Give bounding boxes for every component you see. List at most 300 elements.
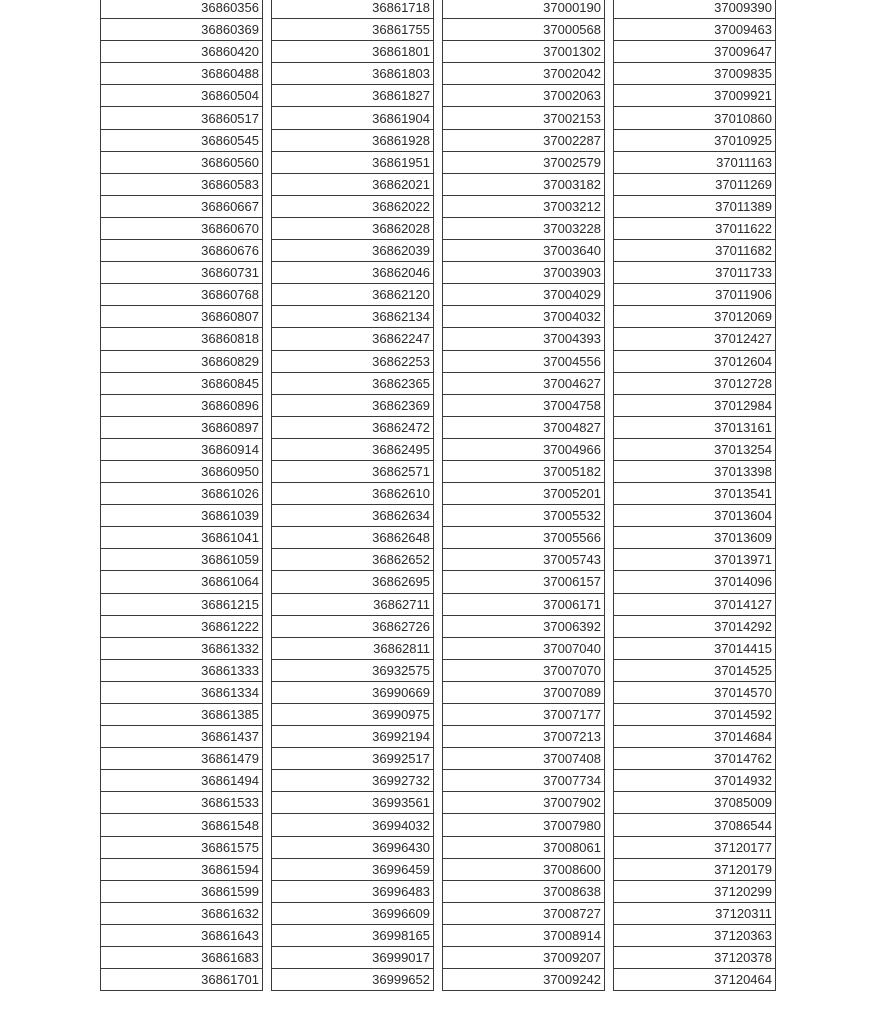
table-row — [614, 770, 776, 792]
table-row — [272, 85, 434, 107]
table-row — [443, 969, 605, 991]
table-cell: 37003228 — [443, 217, 605, 239]
table-row — [272, 836, 434, 858]
table-row — [101, 306, 263, 328]
table-row — [101, 770, 263, 792]
table-row — [101, 195, 263, 217]
table-cell: 36861718 — [272, 0, 434, 19]
table-row — [272, 483, 434, 505]
table-cell: 37004393 — [443, 328, 605, 350]
table-cell: 37002579 — [443, 151, 605, 173]
table-cell: 37004827 — [443, 416, 605, 438]
table-row — [614, 284, 776, 306]
table-row — [443, 549, 605, 571]
table-row — [101, 63, 263, 85]
table-row — [101, 969, 263, 991]
table-cell: 36862811 — [272, 637, 434, 659]
table-row — [443, 306, 605, 328]
table-cell: 36862648 — [272, 527, 434, 549]
table-row — [272, 593, 434, 615]
table-cell: 36996430 — [272, 836, 434, 858]
table-row — [101, 460, 263, 482]
table-cell: 36861222 — [101, 615, 263, 637]
table-cell: 36862726 — [272, 615, 434, 637]
table-cell: 36861801 — [272, 41, 434, 63]
table-cell: 36860731 — [101, 262, 263, 284]
table-row — [272, 262, 434, 284]
table-row — [272, 240, 434, 262]
table-cell: 36861928 — [272, 129, 434, 151]
table-row — [443, 527, 605, 549]
table-cell: 36860897 — [101, 416, 263, 438]
table-cell: 36990975 — [272, 704, 434, 726]
table-cell: 37009242 — [443, 969, 605, 991]
table-cell: 36860545 — [101, 129, 263, 151]
table-row — [443, 748, 605, 770]
table-row — [101, 681, 263, 703]
table-cell: 37011733 — [614, 262, 776, 284]
table-row — [443, 792, 605, 814]
table-row — [614, 549, 776, 571]
table-row — [443, 836, 605, 858]
table-row — [101, 19, 263, 41]
table-cell: 37000568 — [443, 19, 605, 41]
table-cell: 37013971 — [614, 549, 776, 571]
table-row — [272, 129, 434, 151]
table-cell: 36992732 — [272, 770, 434, 792]
table-cell: 36861041 — [101, 527, 263, 549]
table-cell: 37003212 — [443, 195, 605, 217]
table-cell: 36861701 — [101, 969, 263, 991]
table-row — [272, 814, 434, 836]
table-row — [101, 924, 263, 946]
table-row — [101, 350, 263, 372]
table-row — [443, 151, 605, 173]
table-row — [272, 858, 434, 880]
table-row — [272, 284, 434, 306]
table-cell: 36861059 — [101, 549, 263, 571]
table-row — [101, 593, 263, 615]
number-column-2 — [271, 0, 434, 991]
table-row — [443, 902, 605, 924]
table-cell: 37009921 — [614, 85, 776, 107]
table-cell: 36861904 — [272, 107, 434, 129]
table-row — [614, 19, 776, 41]
table-row — [614, 129, 776, 151]
table-cell: 36861334 — [101, 681, 263, 703]
table-row — [101, 173, 263, 195]
table-row — [101, 107, 263, 129]
table-row — [272, 438, 434, 460]
table-cell: 36861951 — [272, 151, 434, 173]
table-row — [614, 969, 776, 991]
table-row — [272, 924, 434, 946]
table-cell: 36861385 — [101, 704, 263, 726]
table-cell: 36861533 — [101, 792, 263, 814]
number-column-1 — [100, 0, 263, 991]
table-cell: 36861215 — [101, 593, 263, 615]
table-row — [101, 284, 263, 306]
table-cell: 36862247 — [272, 328, 434, 350]
table-cell: 37007213 — [443, 726, 605, 748]
table-cell: 36861039 — [101, 505, 263, 527]
table-row — [101, 792, 263, 814]
table-cell: 36860560 — [101, 151, 263, 173]
table-row — [614, 41, 776, 63]
table-row — [443, 483, 605, 505]
table-cell: 37120363 — [614, 924, 776, 946]
table-cell: 37006157 — [443, 571, 605, 593]
table-row — [272, 969, 434, 991]
table-cell: 37000190 — [443, 0, 605, 19]
table-cell: 36862610 — [272, 483, 434, 505]
table-cell: 37120464 — [614, 969, 776, 991]
table-cell: 37012604 — [614, 350, 776, 372]
table-row — [272, 704, 434, 726]
table-row — [614, 615, 776, 637]
table-cell: 36860670 — [101, 217, 263, 239]
table-row — [443, 240, 605, 262]
table-cell: 37004032 — [443, 306, 605, 328]
table-cell: 36861494 — [101, 770, 263, 792]
table-cell: 37011906 — [614, 284, 776, 306]
table-row — [614, 858, 776, 880]
table-cell: 37008061 — [443, 836, 605, 858]
table-cell: 36861803 — [272, 63, 434, 85]
table-cell: 36860829 — [101, 350, 263, 372]
table-row — [101, 549, 263, 571]
table-cell: 37010925 — [614, 129, 776, 151]
table-cell: 37002153 — [443, 107, 605, 129]
table-cell: 36861683 — [101, 947, 263, 969]
table-row — [443, 284, 605, 306]
table-cell: 37120311 — [614, 902, 776, 924]
table-row — [101, 262, 263, 284]
table-row — [101, 217, 263, 239]
table-cell: 37085009 — [614, 792, 776, 814]
table-row — [101, 85, 263, 107]
table-row — [614, 681, 776, 703]
table-row — [614, 372, 776, 394]
table-row — [614, 659, 776, 681]
table-row — [614, 814, 776, 836]
table-cell: 37014096 — [614, 571, 776, 593]
table-row — [443, 0, 605, 19]
table-row — [272, 217, 434, 239]
table-cell: 37012984 — [614, 394, 776, 416]
table-cell: 37002042 — [443, 63, 605, 85]
table-cell: 37011622 — [614, 217, 776, 239]
table-cell: 37012069 — [614, 306, 776, 328]
table-row — [443, 394, 605, 416]
table-cell: 36861599 — [101, 880, 263, 902]
table-row — [272, 505, 434, 527]
table-cell: 37009647 — [614, 41, 776, 63]
table-cell: 37011163 — [614, 151, 776, 173]
table-cell: 37008727 — [443, 902, 605, 924]
table-cell: 36860583 — [101, 173, 263, 195]
table-row — [614, 240, 776, 262]
table-cell: 37120179 — [614, 858, 776, 880]
table-cell: 36861064 — [101, 571, 263, 593]
table-cell: 36860845 — [101, 372, 263, 394]
table-row — [272, 151, 434, 173]
table-cell: 37007040 — [443, 637, 605, 659]
table-cell: 36862120 — [272, 284, 434, 306]
table-row — [272, 748, 434, 770]
table-cell: 36992194 — [272, 726, 434, 748]
table-cell: 36861548 — [101, 814, 263, 836]
table-cell: 36862695 — [272, 571, 434, 593]
table-row — [443, 328, 605, 350]
table-cell: 36862634 — [272, 505, 434, 527]
table-row — [101, 880, 263, 902]
table-cell: 36932575 — [272, 659, 434, 681]
table-cell: 36862472 — [272, 416, 434, 438]
table-row — [101, 129, 263, 151]
table-cell: 37005566 — [443, 527, 605, 549]
table-cell: 36861827 — [272, 85, 434, 107]
table-cell: 37013609 — [614, 527, 776, 549]
table-cell: 37012728 — [614, 372, 776, 394]
table-row — [443, 858, 605, 880]
table-cell: 37014570 — [614, 681, 776, 703]
table-cell: 36996459 — [272, 858, 434, 880]
table-row — [443, 637, 605, 659]
table-row — [272, 549, 434, 571]
table-row — [443, 726, 605, 748]
table-cell: 36861479 — [101, 748, 263, 770]
table-row — [443, 85, 605, 107]
table-row — [443, 438, 605, 460]
table-cell: 37004966 — [443, 438, 605, 460]
table-row — [272, 195, 434, 217]
table-row — [614, 637, 776, 659]
table-cell: 37014127 — [614, 593, 776, 615]
table-cell: 37009835 — [614, 63, 776, 85]
table-row — [101, 41, 263, 63]
table-cell: 36996483 — [272, 880, 434, 902]
table-row — [101, 372, 263, 394]
table-row — [101, 483, 263, 505]
table-row — [614, 726, 776, 748]
table-cell: 36861437 — [101, 726, 263, 748]
table-cell: 37006392 — [443, 615, 605, 637]
table-row — [101, 571, 263, 593]
table-cell: 36860420 — [101, 41, 263, 63]
table-cell: 37014292 — [614, 615, 776, 637]
table-row — [101, 814, 263, 836]
table-cell: 37004029 — [443, 284, 605, 306]
table-cell: 36861575 — [101, 836, 263, 858]
table-row — [443, 505, 605, 527]
table-row — [101, 659, 263, 681]
table-cell: 37005532 — [443, 505, 605, 527]
table-cell: 37014684 — [614, 726, 776, 748]
table-cell: 36860896 — [101, 394, 263, 416]
table-cell: 37006171 — [443, 593, 605, 615]
table-cell: 37003182 — [443, 173, 605, 195]
table-row — [614, 704, 776, 726]
table-cell: 36990669 — [272, 681, 434, 703]
table-cell: 36862028 — [272, 217, 434, 239]
table-row — [272, 306, 434, 328]
table-row — [614, 483, 776, 505]
table-cell: 36860768 — [101, 284, 263, 306]
table-cell: 37009207 — [443, 947, 605, 969]
table-row — [272, 637, 434, 659]
table-cell: 36861332 — [101, 637, 263, 659]
table-cell: 37011682 — [614, 240, 776, 262]
table-row — [101, 858, 263, 880]
table-cell: 37011269 — [614, 173, 776, 195]
table-row — [614, 217, 776, 239]
table-cell: 37014592 — [614, 704, 776, 726]
table-cell: 36996609 — [272, 902, 434, 924]
table-row — [614, 0, 776, 19]
table-cell: 36860667 — [101, 195, 263, 217]
table-row — [272, 394, 434, 416]
table-cell: 36861333 — [101, 659, 263, 681]
table-cell: 37001302 — [443, 41, 605, 63]
table-row — [443, 372, 605, 394]
table-row — [101, 637, 263, 659]
table-cell: 36860369 — [101, 19, 263, 41]
table-cell: 36862652 — [272, 549, 434, 571]
table-row — [443, 571, 605, 593]
table-row — [614, 85, 776, 107]
table-cell: 36993561 — [272, 792, 434, 814]
table-row — [101, 240, 263, 262]
table-cell: 37003640 — [443, 240, 605, 262]
table-row — [101, 527, 263, 549]
table-row — [272, 880, 434, 902]
table-cell: 36861026 — [101, 483, 263, 505]
table-row — [614, 350, 776, 372]
table-row — [614, 947, 776, 969]
table-row — [272, 328, 434, 350]
table-row — [272, 372, 434, 394]
table-row — [101, 615, 263, 637]
table-row — [272, 416, 434, 438]
table-row — [443, 947, 605, 969]
table-row — [101, 947, 263, 969]
table-row — [101, 748, 263, 770]
table-row — [272, 659, 434, 681]
table-cell: 37003903 — [443, 262, 605, 284]
table-cell: 37007734 — [443, 770, 605, 792]
table-row — [101, 505, 263, 527]
table-cell: 36862022 — [272, 195, 434, 217]
table-row — [614, 902, 776, 924]
table-row — [614, 262, 776, 284]
table-row — [614, 792, 776, 814]
table-cell: 36860488 — [101, 63, 263, 85]
table-cell: 37007070 — [443, 659, 605, 681]
table-row — [443, 129, 605, 151]
table-cell: 36862134 — [272, 306, 434, 328]
table-row — [101, 836, 263, 858]
table-row — [272, 19, 434, 41]
table-cell: 37009463 — [614, 19, 776, 41]
table-cell: 36861594 — [101, 858, 263, 880]
table-cell: 36860807 — [101, 306, 263, 328]
table-cell: 37008638 — [443, 880, 605, 902]
table-row — [272, 527, 434, 549]
table-cell: 36862039 — [272, 240, 434, 262]
table-cell: 36860517 — [101, 107, 263, 129]
table-row — [443, 880, 605, 902]
table-row — [272, 350, 434, 372]
table-cell: 37120299 — [614, 880, 776, 902]
table-row — [443, 659, 605, 681]
table-row — [614, 505, 776, 527]
table-row — [614, 836, 776, 858]
table-cell: 37086544 — [614, 814, 776, 836]
table-row — [443, 63, 605, 85]
table-row — [272, 571, 434, 593]
table-cell: 37005743 — [443, 549, 605, 571]
table-row — [614, 173, 776, 195]
table-cell: 37013398 — [614, 460, 776, 482]
table-row — [614, 306, 776, 328]
table-row — [101, 438, 263, 460]
table-row — [272, 460, 434, 482]
table-cell: 36861755 — [272, 19, 434, 41]
table-cell: 37009390 — [614, 0, 776, 19]
table-cell: 37008600 — [443, 858, 605, 880]
table-row — [272, 0, 434, 19]
table-cell: 36862021 — [272, 173, 434, 195]
table-cell: 36861632 — [101, 902, 263, 924]
table-cell: 37002287 — [443, 129, 605, 151]
table-row — [443, 19, 605, 41]
table-row — [272, 726, 434, 748]
table-row — [272, 615, 434, 637]
table-cell: 37004556 — [443, 350, 605, 372]
table-cell: 37120177 — [614, 836, 776, 858]
number-column-4 — [613, 0, 776, 991]
table-row — [101, 328, 263, 350]
table-cell: 36992517 — [272, 748, 434, 770]
table-cell: 37008914 — [443, 924, 605, 946]
table-cell: 36860676 — [101, 240, 263, 262]
table-row — [443, 173, 605, 195]
table-row — [443, 460, 605, 482]
table-row — [614, 460, 776, 482]
table-cell: 36860818 — [101, 328, 263, 350]
table-cell: 36994032 — [272, 814, 434, 836]
table-row — [272, 173, 434, 195]
table-cell: 36860504 — [101, 85, 263, 107]
table-row — [443, 107, 605, 129]
table-cell: 37005182 — [443, 460, 605, 482]
table-cell: 37014525 — [614, 659, 776, 681]
table-cell: 37011389 — [614, 195, 776, 217]
number-column-3 — [442, 0, 605, 991]
table-cell: 36999017 — [272, 947, 434, 969]
table-row — [443, 704, 605, 726]
table-row — [443, 615, 605, 637]
table-row — [443, 770, 605, 792]
table-row — [272, 63, 434, 85]
table-cell: 36860356 — [101, 0, 263, 19]
table-cell: 37007177 — [443, 704, 605, 726]
table-row — [272, 107, 434, 129]
table-cell: 36862046 — [272, 262, 434, 284]
table-row — [614, 416, 776, 438]
table-cell: 37013161 — [614, 416, 776, 438]
